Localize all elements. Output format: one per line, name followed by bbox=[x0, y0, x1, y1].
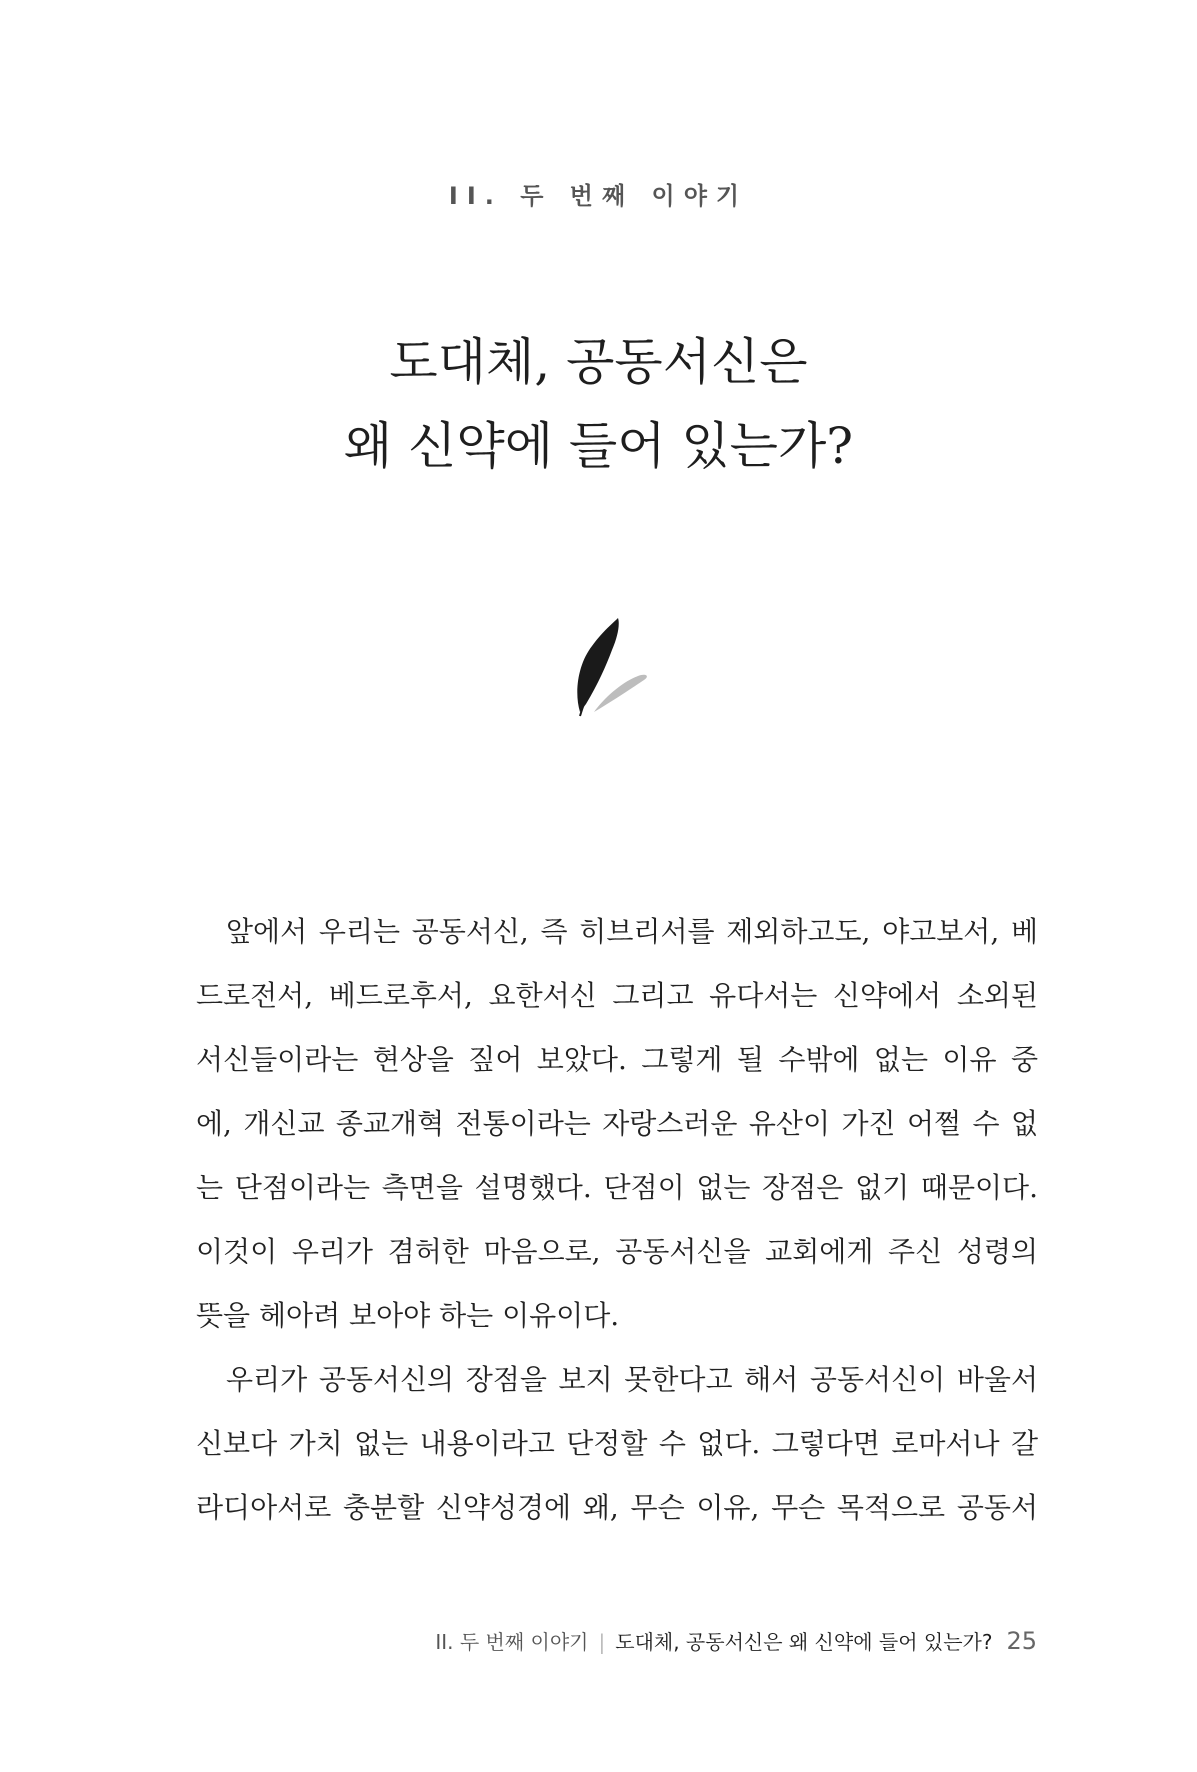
body-line: 뜻을 헤아려 보아야 하는 이유이다. bbox=[196, 1299, 620, 1332]
title-line-2: 왜 신약에 들어 있는가? bbox=[343, 417, 854, 475]
body-line: 드로전서, 베드로후서, 요한서신 그리고 유다서는 신약에서 소외된 bbox=[196, 979, 1038, 1012]
running-footer bbox=[435, 1626, 1037, 1655]
feather-shadow bbox=[594, 675, 647, 712]
body-line: 서신들이라는 현상을 짚어 보았다. 그렇게 될 수밖에 없는 이유 중 bbox=[196, 1043, 1038, 1076]
feather-icon bbox=[572, 612, 652, 718]
body-line: 에, 개신교 종교개혁 전통이라는 자랑스러운 유산이 가진 어쩔 수 없 bbox=[196, 1107, 1038, 1140]
chapter-label: II. 두 번째 이야기 bbox=[448, 182, 749, 210]
body-line: 신보다 가치 없는 내용이라고 단정할 수 없다. 그렇다면 로마서나 갈 bbox=[196, 1427, 1038, 1460]
body-line: 앞에서 우리는 공동서신, 즉 히브리서를 제외하고도, 야고보서, 베 bbox=[226, 915, 1038, 948]
footer-chapter: II. 두 번째 이야기 bbox=[435, 1630, 589, 1654]
body-line: 라디아서로 충분할 신약성경에 왜, 무슨 이유, 무슨 목적으로 공동서 bbox=[196, 1491, 1038, 1524]
footer-separator: | bbox=[598, 1630, 606, 1654]
body-line: 우리가 공동서신의 장점을 보지 못한다고 해서 공동서신이 바울서 bbox=[226, 1363, 1038, 1396]
page-number: 25 bbox=[1006, 1627, 1037, 1655]
footer-title: 도대체, 공동서신은 왜 신약에 들어 있는가? bbox=[615, 1630, 993, 1654]
title-line-1: 도대체, 공동서신은 bbox=[389, 333, 808, 391]
body-line: 이것이 우리가 겸허한 마음으로, 공동서신을 교회에게 주신 성령의 bbox=[196, 1235, 1038, 1268]
body-line: 는 단점이라는 측면을 설명했다. 단점이 없는 장점은 없기 때문이다. bbox=[196, 1171, 1038, 1204]
body-text bbox=[196, 900, 1038, 1540]
page-title bbox=[0, 320, 1197, 488]
